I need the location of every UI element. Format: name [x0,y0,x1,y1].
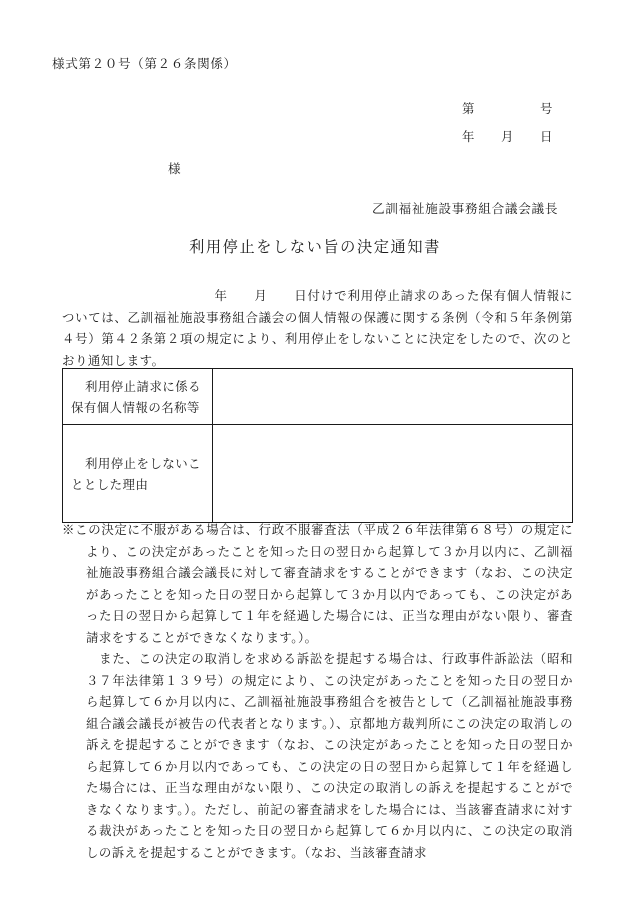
table-row-value[interactable] [213,425,573,523]
table-row-label [63,369,213,425]
note-marker-icon: ※ [62,522,76,537]
document-number-field: 第 号 [462,101,553,116]
note-paragraph-2: また、この決定の取消しを求める訴訟を提起する場合は、行政事件訴訟法（昭和３７年法律第１３９号）の規定により、この決定があったことを知った日の翌日から起算して６か月以内に、乙訓福祉施設事務組合を被告として（乙訓福祉施設事務組合議会議長が被告の代表者となります。）、京都地方裁判所にこの決定の取消しの訴えを提起することができます（なお、この決定があったことを知った日の翌日から起算して６か月以内であっても、この決定の日の翌日から起算して１年を経過した場合には、正当な理由がない限り、この決定の取消しの訴えを提起することができなくなります。）。ただし、前記の審査請求をした場合には、当該審査請求に対する裁決があったことを知った日の翌日から起算して６か月以内に、この決定の取消しの訴えを提起することができます。（なお、当該審査請求 [86,651,573,860]
page-title: 利用停止をしない旨の決定通知書 [189,238,441,256]
issuer-name: 乙訓福祉施設事務組合議会議長 [372,201,559,216]
table-row-label [63,425,213,523]
addressee-field: 様 [168,161,182,176]
notes-section [62,519,573,863]
note-paragraph-1-text: この決定に不服がある場合は、行政不服審査法（平成２６年法律第６８号）の規定により、この決定があったことを知った日の翌日から起算して３か月以内に、乙訓福祉施設事務組合議会議長に対して審査請求をすることができます（なお、この決定があったことを知った日の翌日から起算して３か月以内であっても、この決定があった日の翌日から起算して１年を経過した場合には、正当な理由がない限り、審査請求をすることができなくなります。）。 [75,522,574,645]
table-row-value[interactable] [213,369,573,425]
information-table [62,368,573,523]
document-meta-block [462,99,582,155]
table-row [63,369,573,425]
table-row-label-text: 利用停止請求に係る保有個人情報の名称等 [71,378,202,415]
form-number: 様式第２０号（第２６条関係） [52,56,237,71]
document-date-field: 年 月 日 [462,129,553,144]
table-row-label-text: 利用停止をしないこととした理由 [71,455,202,492]
table-row [63,425,573,523]
body-paragraph: 年 月 日付けで利用停止請求のあった保有個人情報については、乙訓福祉施設事務組合議会の個人情報の保護に関する条例（令和５年条例第４号）第４２条第２項の規定により、利用停止をしないことに決定をしたので、次のとおり通知します。 [62,288,573,368]
note-paragraph-1 [62,519,573,648]
